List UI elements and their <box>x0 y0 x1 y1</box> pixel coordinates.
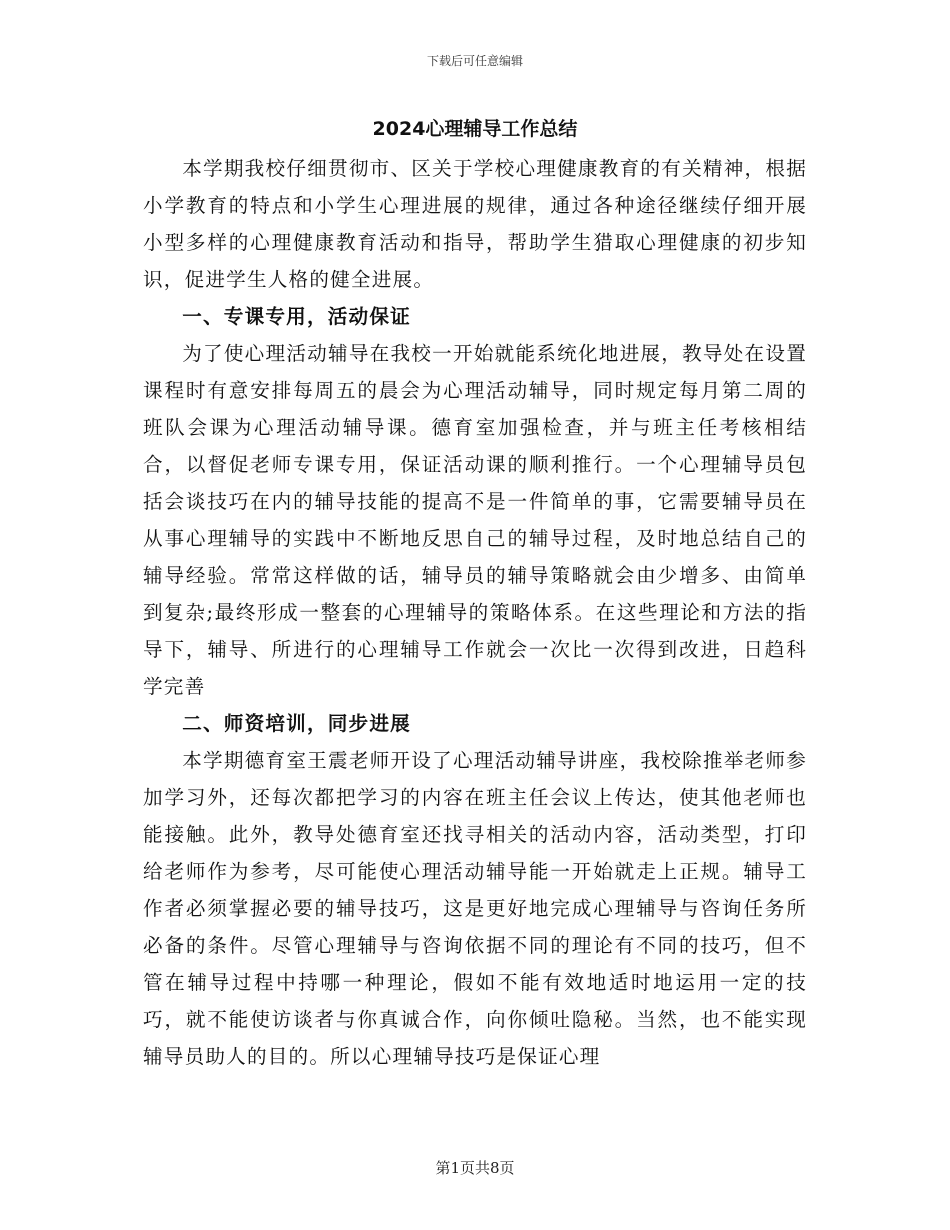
section-1-paragraph: 为了使心理活动辅导在我校一开始就能系统化地进展，教导处在设置课程时有意安排每周五的晨会为心理活动辅导，同时规定每月第二周的班队会课为心理活动辅导课。德育室加强检查，并与班主任考核相结合，以督促老师专课专用，保证活动课的顺利推行。一个心理辅导员包括会谈技巧在内的辅导技能的提高不是一件简单的事，它需要辅导员在从事心理辅导的实践中不断地反思自己的辅导过程，及时地总结自己的辅导经验。常常这样做的话，辅导员的辅导策略就会由少增多、由简单到复杂;最终形成一整套的心理辅导的策略体系。在这些理论和方法的指导下，辅导、所进行的心理辅导工作就会一次比一次得到改进，日趋科学完善 <box>143 342 807 698</box>
intro-paragraph: 本学期我校仔细贯彻市、区关于学校心理健康教育的有关精神，根据小学教育的特点和小学生心理进展的规律，通过各种途径继续仔细开展小型多样的心理健康教育活动和指导，帮助学生猎取心理健康的初步知识，促进学生人格的健全进展。 <box>143 157 807 291</box>
page-header: 下载后可任意编辑 <box>426 54 523 68</box>
section-heading-1: 一、专课专用，活动保证 <box>182 305 411 328</box>
document-title: 2024心理辅导工作总结 <box>372 118 578 140</box>
section-2-paragraph: 本学期德育室王震老师开设了心理活动辅导讲座，我校除推举老师参加学习外，还每次都把学习的内容在班主任会议上传达，使其他老师也能接触。此外，教导处德育室还找寻相关的活动内容，活动类型，打印给老师作为参考，尽可能使心理活动辅导能一开始就走上正规。辅导工作者必须掌握必要的辅导技巧，这是更好地完成心理辅导与咨询任务所必备的条件。尽管心理辅导与咨询依据不同的理论有不同的技巧，但不管在辅导过程中持哪一种理论，假如不能有效地适时地运用一定的技巧，就不能使访谈者与你真诚合作，向你倾吐隐秘。当然，也不能实现辅导员助人的目的。所以心理辅导技巧是保证心理 <box>143 749 807 1068</box>
page-number-footer: 第1页共8页 <box>435 1159 515 1177</box>
document-body <box>143 150 807 1075</box>
section-heading-2: 二、师资培训，同步进展 <box>182 712 411 735</box>
